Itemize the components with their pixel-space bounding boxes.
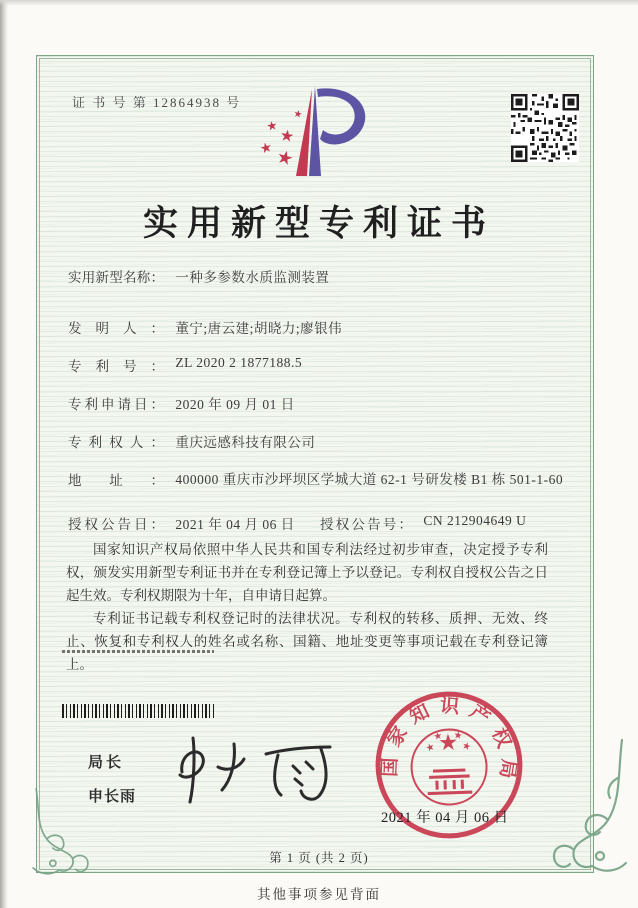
field-label-grant-date: 授权公告日： [68, 517, 164, 532]
field-row-patent-no [68, 355, 302, 375]
field-value-name: 一种多参数水质监测装置 [175, 270, 330, 285]
national-emblem-icon [410, 728, 487, 805]
field-row-name [68, 266, 329, 286]
certificate-title: 实用新型专利证书 [142, 204, 495, 243]
field-row-patentee [68, 431, 315, 451]
cnipa-logo-icon [254, 84, 388, 182]
field-label-filing-date: 专利申请日： [68, 397, 164, 412]
barcode-icon [62, 704, 214, 718]
field-label-name: 实用新型名称： [68, 270, 164, 285]
field-value-patentee: 重庆远感科技有限公司 [175, 435, 316, 450]
seal-text: 国家知识产权局 [379, 695, 519, 789]
certificate-number: 证 书 号 第 12864938 号 [72, 95, 242, 110]
director-signature-icon [160, 732, 350, 804]
seal-date: 2021 年 04 月 06 日 [381, 810, 509, 826]
page-number: 第 1 页 (共 2 页) [269, 851, 369, 865]
field-value-address: 400000 重庆市沙坪坝区学城大道 62-1 号研发楼 B1 栋 501-1-60 [175, 472, 564, 487]
legal-paragraph-1: 国家知识产权局依照中华人民共和国专利法经过初步审查，决定授予专利权，颁发实用新型专利证书并在专利登记簿上予以登记。专利权自授权公告之日起生效。专利权期限为十年，自申请日起算。 [66, 542, 548, 603]
field-label-patent-no: 专利号： [68, 359, 164, 374]
field-value-inventor: 董宁;唐云建;胡晓力;廖银伟 [175, 321, 343, 336]
field-row-grant-date [68, 513, 295, 533]
director-title: 局长 [88, 755, 125, 771]
field-row-grant-no [320, 513, 526, 533]
scan-shadow-top [0, 0, 638, 6]
field-row-inventor [68, 317, 342, 337]
field-value-grant-date: 2021 年 04 月 06 日 [175, 517, 295, 532]
field-label-address: 地址： [68, 473, 164, 488]
corner-ornament-bottom-left-icon [22, 772, 102, 877]
legal-paragraph-2: 专利证书记载专利权登记时的法律状况。专利权的转移、质押、无效、终止、恢复和专利权人的姓名或名称、国籍、地址变更等事项记载在专利登记簿上。 [66, 611, 548, 672]
back-side-note: 其他事项参见背面 [257, 887, 381, 902]
field-label-grant-no: 授权公告号： [320, 517, 412, 532]
microtext-security-line [62, 650, 214, 653]
field-value-grant-no: CN 212904649 U [423, 513, 527, 528]
field-label-inventor: 发明人： [68, 321, 164, 336]
qr-code-icon [511, 94, 579, 162]
corner-ornament-bottom-right-icon [548, 738, 628, 876]
field-row-address [68, 469, 573, 491]
field-value-patent-no: ZL 2020 2 1877188.5 [175, 355, 303, 370]
director-name: 申长雨 [88, 789, 137, 805]
field-value-filing-date: 2020 年 09 月 01 日 [175, 397, 295, 412]
scan-shadow-left [0, 0, 8, 908]
field-label-patentee: 专利权人： [68, 435, 164, 450]
field-row-filing-date [68, 393, 295, 413]
legal-text-block [66, 538, 548, 676]
